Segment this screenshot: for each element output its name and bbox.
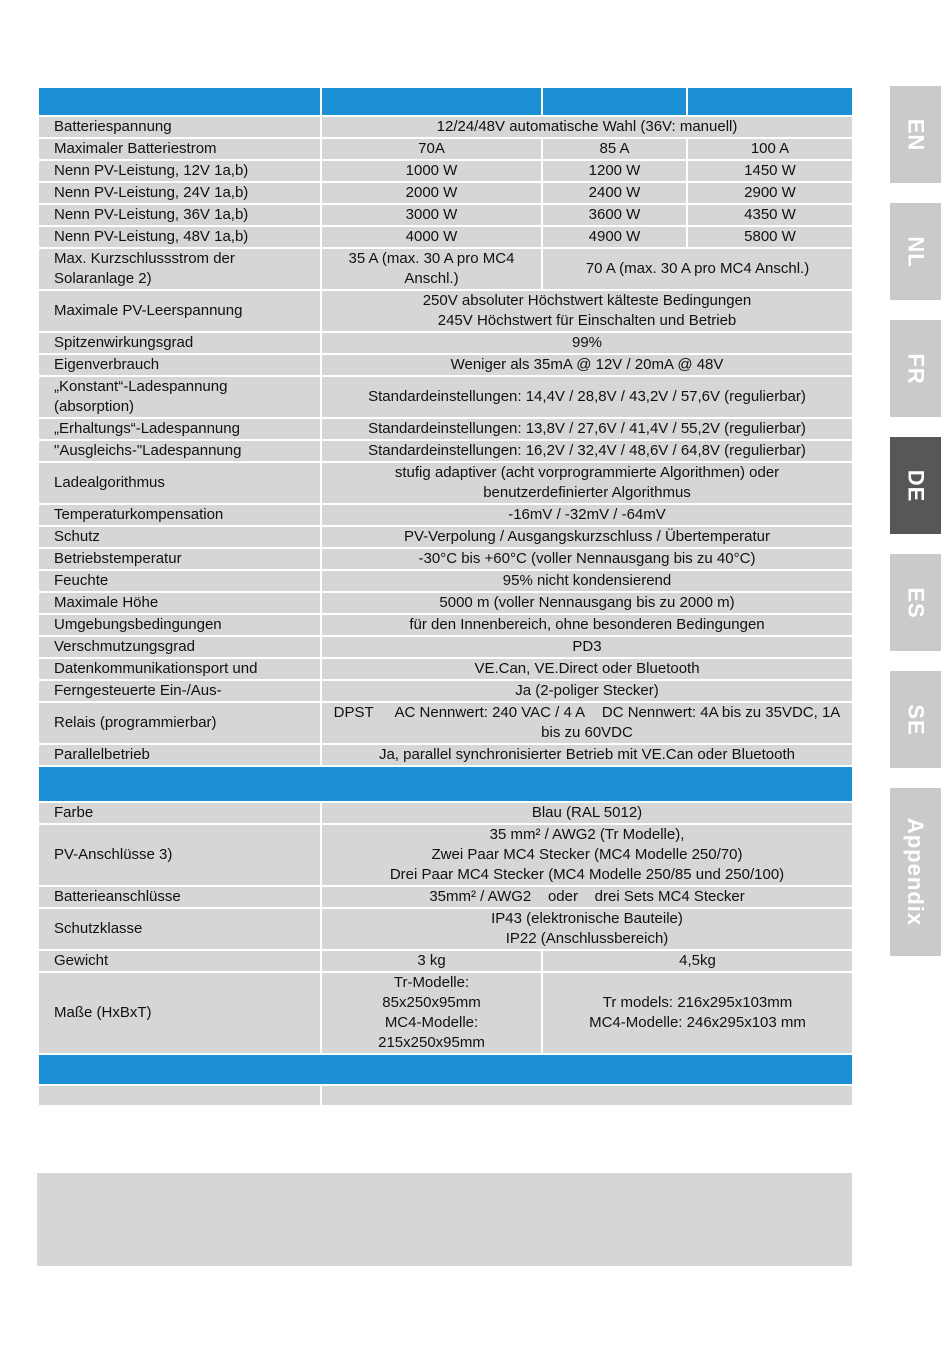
relay-ac-rating: AC Nennwert: 240 VAC / 4 A	[394, 704, 586, 721]
row-label: Temperaturkompensation	[38, 504, 321, 526]
table-row	[38, 248, 853, 290]
row-value: Standardeinstellungen: 14,4V / 28,8V / 43,2V / 57,6V (regulierbar)	[321, 376, 853, 418]
label-line: (absorption)	[54, 398, 135, 415]
value-line: MC4-Modelle: 246x295x103 mm	[589, 1014, 806, 1031]
table-row	[38, 636, 853, 658]
table-row	[38, 526, 853, 548]
row-value: 70 A (max. 30 A pro MC4 Anschl.)	[542, 248, 853, 290]
table-row	[38, 680, 853, 702]
value-line	[326, 703, 848, 723]
header-cell	[38, 87, 321, 116]
row-value	[321, 462, 853, 504]
row-value: 2000 W	[321, 182, 542, 204]
row-label: Batteriespannung	[38, 116, 321, 138]
tab-label: ES	[903, 586, 929, 619]
value-line: benutzerdefinierter Algorithmus	[483, 484, 691, 501]
table-row	[38, 354, 853, 376]
row-label: Farbe	[38, 802, 321, 824]
table-row	[38, 658, 853, 680]
row-value: 4350 W	[687, 204, 853, 226]
row-value: Weniger als 35mA @ 12V / 20mA @ 48V	[321, 354, 853, 376]
section-header-cell	[38, 766, 853, 802]
header-cell	[321, 87, 542, 116]
notes-box	[37, 1173, 852, 1266]
row-label: Betriebstemperatur	[38, 548, 321, 570]
row-label: Gewicht	[38, 950, 321, 972]
spec-table	[37, 86, 854, 1107]
row-label: Ladealgorithmus	[38, 462, 321, 504]
row-value	[321, 1085, 853, 1106]
row-label: Spitzenwirkungsgrad	[38, 332, 321, 354]
value-line: 245V Höchstwert für Einschalten und Betrieb	[437, 312, 737, 329]
table-row	[38, 160, 853, 182]
table-row	[38, 376, 853, 418]
table-row	[38, 548, 853, 570]
value-line: 250V absoluter Höchstwert kälteste Bedingungen	[422, 292, 752, 309]
row-value: 5800 W	[687, 226, 853, 248]
table-row	[38, 1085, 853, 1106]
row-label: Parallelbetrieb	[38, 744, 321, 766]
tab-se[interactable]	[890, 671, 941, 768]
row-label: Umgebungsbedingungen	[38, 614, 321, 636]
row-value: 100 A	[687, 138, 853, 160]
table-row	[38, 802, 853, 824]
row-value	[321, 824, 853, 886]
value-line: 35 A (max. 30 A pro MC4	[348, 250, 515, 267]
table-row	[38, 332, 853, 354]
row-label	[38, 248, 321, 290]
tab-en[interactable]	[890, 86, 941, 183]
row-label: Relais (programmierbar)	[38, 702, 321, 744]
table-row	[38, 204, 853, 226]
value-line: Anschl.)	[404, 270, 459, 287]
row-label: Ferngesteuerte Ein-/Aus-	[38, 680, 321, 702]
row-value: 4000 W	[321, 226, 542, 248]
table-row	[38, 824, 853, 886]
table-row	[38, 886, 853, 908]
value-line: Tr models: 216x295x103mm	[602, 994, 793, 1011]
table-row	[38, 504, 853, 526]
row-value: PD3	[321, 636, 853, 658]
row-label: Batterieanschlüsse	[38, 886, 321, 908]
tab-nl[interactable]	[890, 203, 941, 300]
row-value: 70A	[321, 138, 542, 160]
value-line: MC4-Modelle:	[384, 1014, 479, 1031]
row-value: Ja, parallel synchronisierter Betrieb mit VE.Can oder Bluetooth	[321, 744, 853, 766]
table-row	[38, 908, 853, 950]
value-line: Tr-Modelle:	[393, 974, 470, 991]
row-value: 12/24/48V automatische Wahl (36V: manuell)	[321, 116, 853, 138]
header-cell	[542, 87, 687, 116]
table-row	[38, 462, 853, 504]
row-value: 85 A	[542, 138, 687, 160]
table-row	[38, 182, 853, 204]
table-row	[38, 972, 853, 1054]
row-value: 99%	[321, 332, 853, 354]
row-label: Nenn PV-Leistung, 48V 1a,b)	[38, 226, 321, 248]
row-label: Nenn PV-Leistung, 24V 1a,b)	[38, 182, 321, 204]
row-label: Nenn PV-Leistung, 36V 1a,b)	[38, 204, 321, 226]
tab-label: FR	[903, 352, 929, 385]
label-line: „Konstant“-Ladespannung	[54, 378, 228, 395]
row-value: 2400 W	[542, 182, 687, 204]
row-value: 3600 W	[542, 204, 687, 226]
row-value: -30°C bis +60°C (voller Nennausgang bis zu 40°C)	[321, 548, 853, 570]
relay-type: DPST	[333, 704, 374, 721]
table-row	[38, 116, 853, 138]
table-row	[38, 290, 853, 332]
table-row	[38, 570, 853, 592]
row-value	[321, 972, 542, 1054]
tab-es[interactable]	[890, 554, 941, 651]
label-line: Max. Kurzschlussstrom der	[54, 250, 235, 267]
table-header-row	[38, 87, 853, 116]
row-value: 1200 W	[542, 160, 687, 182]
tab-label: Appendix	[903, 817, 929, 927]
row-value	[321, 702, 853, 744]
row-value: Standardeinstellungen: 16,2V / 32,4V / 48,6V / 64,8V (regulierbar)	[321, 440, 853, 462]
row-value: 1000 W	[321, 160, 542, 182]
row-value: Blau (RAL 5012)	[321, 802, 853, 824]
relay-dc-rating: DC Nennwert: 4A bis zu 35VDC, 1A	[601, 704, 841, 721]
row-label: Schutz	[38, 526, 321, 548]
row-value: -16mV / -32mV / -64mV	[321, 504, 853, 526]
table-row	[38, 744, 853, 766]
tab-fr[interactable]	[890, 320, 941, 417]
row-value: PV-Verpolung / Ausgangskurzschluss / Übertemperatur	[321, 526, 853, 548]
row-value	[321, 908, 853, 950]
tab-de[interactable]	[890, 437, 941, 534]
value-line: stufig adaptiver (acht vorprogrammierte Algorithmen) oder	[394, 464, 780, 481]
row-value: Ja (2-poliger Stecker)	[321, 680, 853, 702]
row-value: 2900 W	[687, 182, 853, 204]
tab-label: NL	[903, 235, 929, 268]
row-label: Maximale PV-Leerspannung	[38, 290, 321, 332]
row-label	[38, 1085, 321, 1106]
row-value: 95% nicht kondensierend	[321, 570, 853, 592]
table-row	[38, 226, 853, 248]
section-header-cell	[38, 1054, 853, 1085]
row-value: 4900 W	[542, 226, 687, 248]
value-line: IP22 (Anschlussbereich)	[505, 930, 669, 947]
row-label: Eigenverbrauch	[38, 354, 321, 376]
value-line: 215x250x95mm	[378, 1034, 485, 1051]
row-label: Nenn PV-Leistung, 12V 1a,b)	[38, 160, 321, 182]
table-row	[38, 950, 853, 972]
table-row	[38, 418, 853, 440]
table-row	[38, 614, 853, 636]
value-line: Zwei Paar MC4 Stecker (MC4 Modelle 250/70)	[431, 846, 743, 863]
row-label: Maximale Höhe	[38, 592, 321, 614]
row-label: Schutzklasse	[38, 908, 321, 950]
row-label: Feuchte	[38, 570, 321, 592]
row-label: „Erhaltungs“-Ladespannung	[38, 418, 321, 440]
row-value: für den Innenbereich, ohne besonderen Bedingungen	[321, 614, 853, 636]
row-label: Verschmutzungsgrad	[38, 636, 321, 658]
row-label: Maximaler Batteriestrom	[38, 138, 321, 160]
value-line: 35 mm² / AWG2 (Tr Modelle),	[489, 826, 685, 843]
row-value: VE.Can, VE.Direct oder Bluetooth	[321, 658, 853, 680]
row-value: 35mm² / AWG2 oder drei Sets MC4 Stecker	[321, 886, 853, 908]
row-value: Standardeinstellungen: 13,8V / 27,6V / 41,4V / 55,2V (regulierbar)	[321, 418, 853, 440]
table-row	[38, 592, 853, 614]
tab-label: DE	[903, 469, 929, 502]
tab-label: SE	[903, 703, 929, 736]
header-cell	[687, 87, 853, 116]
row-label: PV-Anschlüsse 3)	[38, 824, 321, 886]
table-row	[38, 440, 853, 462]
row-label: "Ausgleichs-"Ladespannung	[38, 440, 321, 462]
row-label: Maße (HxBxT)	[38, 972, 321, 1054]
row-value	[321, 290, 853, 332]
section-header-row	[38, 1054, 853, 1085]
value-line: IP43 (elektronische Bauteile)	[491, 910, 683, 927]
value-line: bis zu 60VDC	[541, 724, 633, 741]
value-line: 85x250x95mm	[382, 994, 481, 1011]
row-label	[38, 376, 321, 418]
table-row	[38, 702, 853, 744]
row-value: 3 kg	[321, 950, 542, 972]
row-value: 4,5kg	[542, 950, 853, 972]
row-value: 1450 W	[687, 160, 853, 182]
row-value: 5000 m (voller Nennausgang bis zu 2000 m)	[321, 592, 853, 614]
tab-appendix[interactable]	[890, 788, 941, 956]
value-line: Drei Paar MC4 Stecker (MC4 Modelle 250/85 und 250/100)	[389, 866, 785, 883]
section-header-row	[38, 766, 853, 802]
label-line: Solaranlage 2)	[54, 270, 152, 287]
row-value	[321, 248, 542, 290]
row-value	[542, 972, 853, 1054]
row-value: 3000 W	[321, 204, 542, 226]
table-row	[38, 138, 853, 160]
tab-label: EN	[903, 118, 929, 151]
row-label: Datenkommunikationsport und	[38, 658, 321, 680]
